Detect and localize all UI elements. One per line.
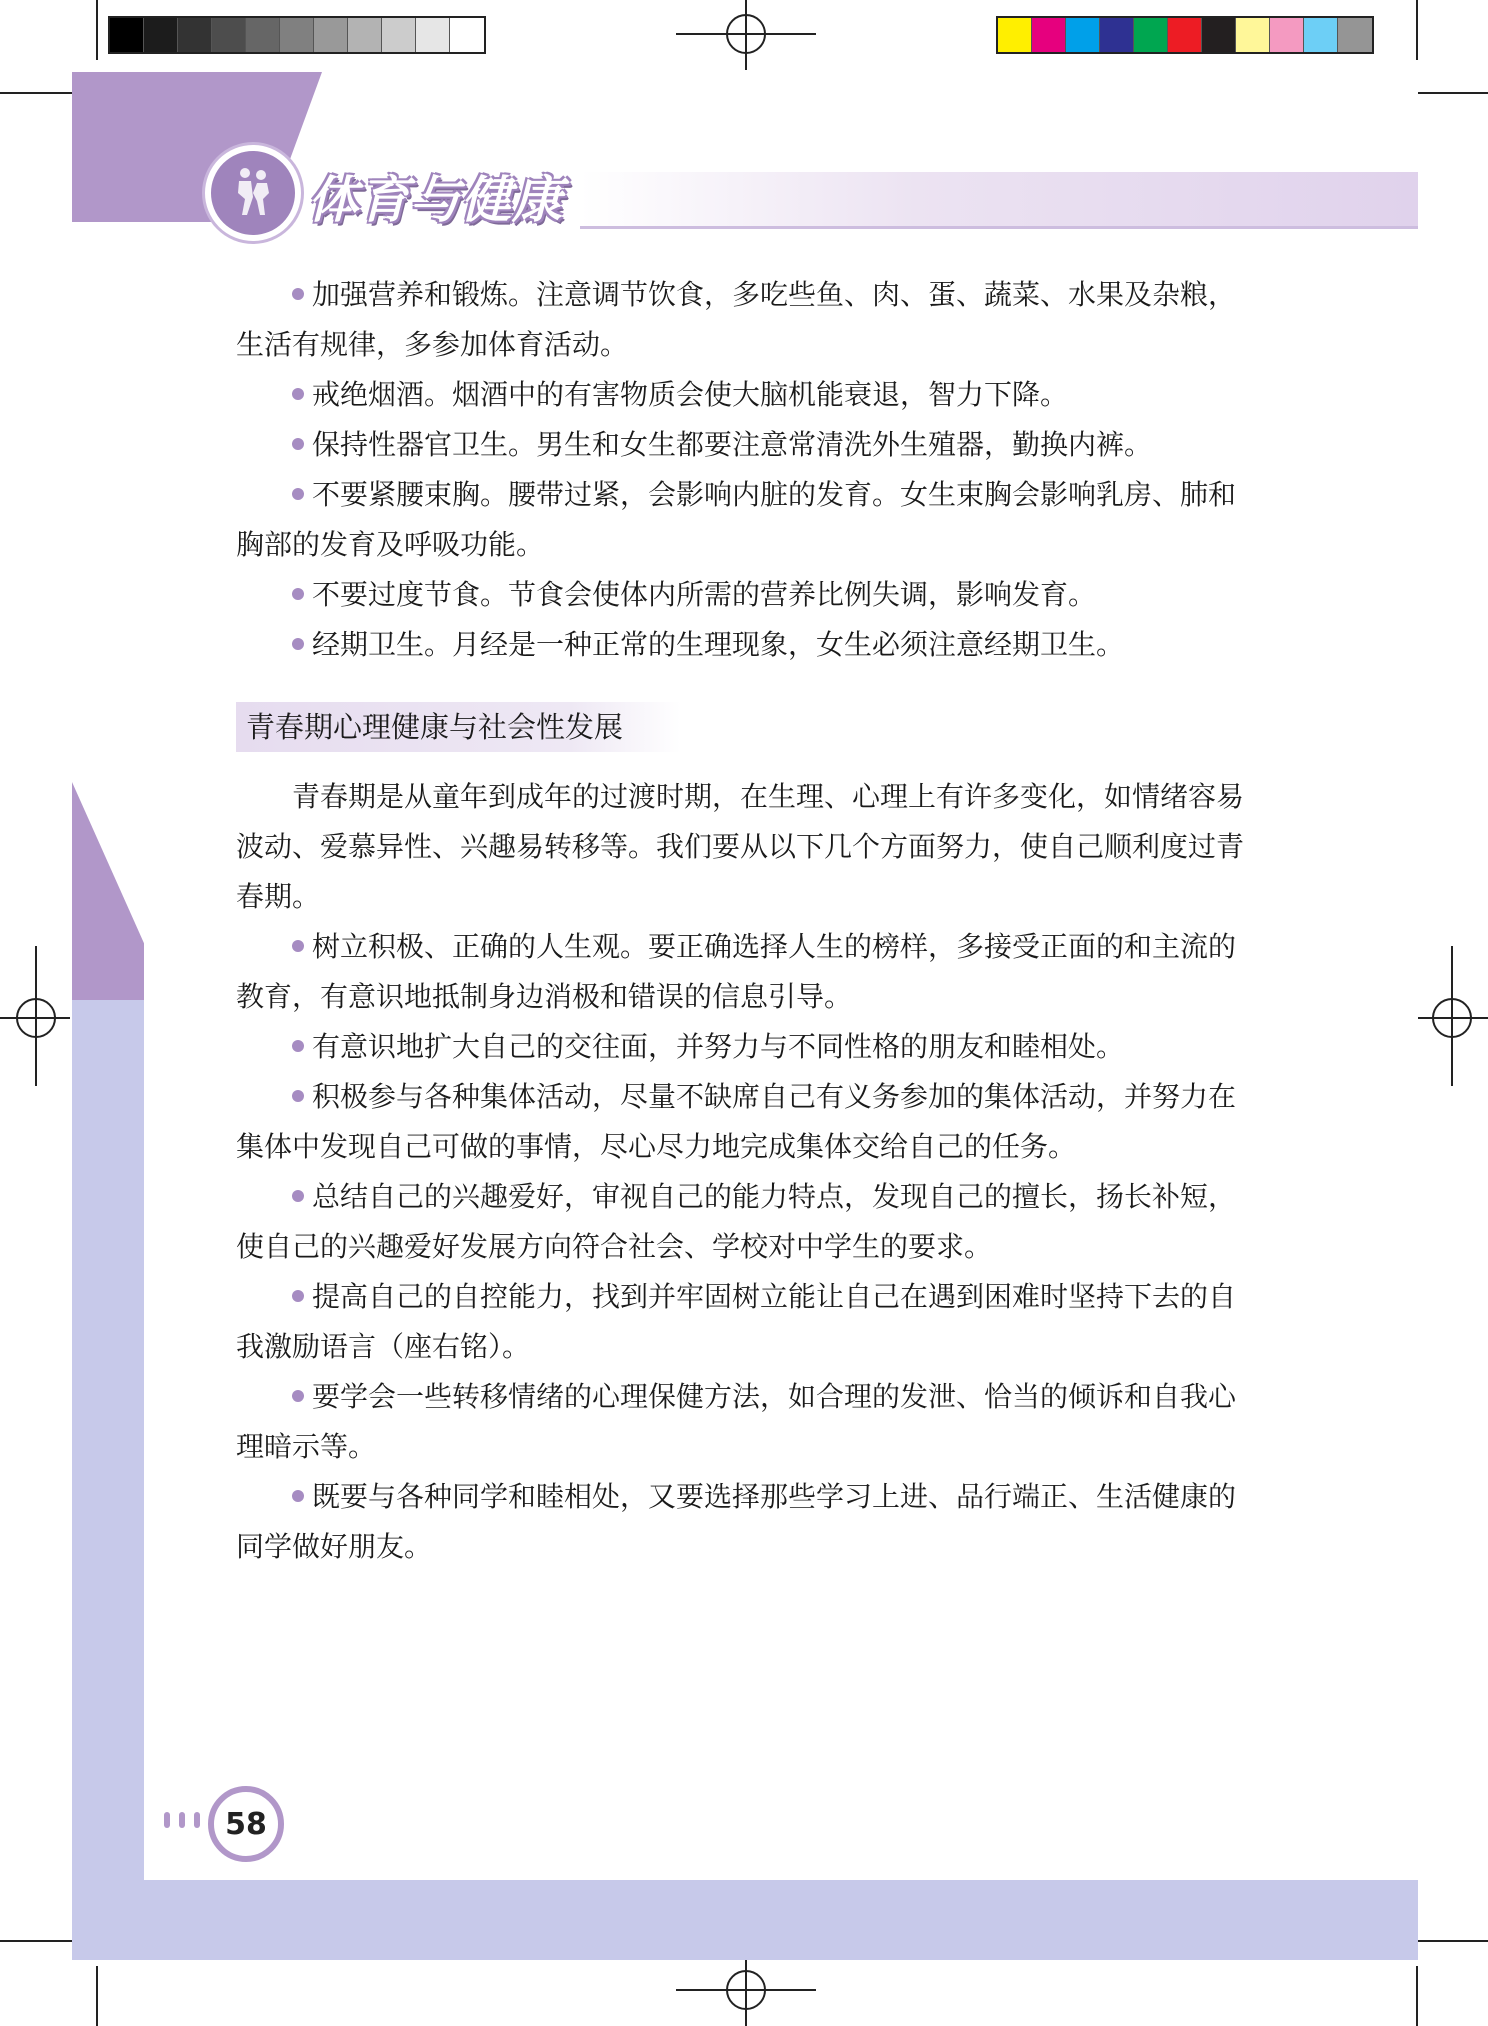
list-item: 不要过度节食。节食会使体内所需的营养比例失调，影响发育。	[236, 570, 1256, 620]
crop-mark	[1416, 1966, 1418, 2026]
list-item: 戒绝烟酒。烟酒中的有害物质会使大脑机能衰退，智力下降。	[236, 370, 1256, 420]
crop-mark	[0, 1940, 72, 1942]
color-swatch	[998, 18, 1032, 52]
color-swatch	[110, 18, 144, 52]
bullet-icon	[292, 638, 304, 650]
color-swatch	[144, 18, 178, 52]
color-swatch	[1236, 18, 1270, 52]
crop-mark	[96, 1966, 98, 2026]
color-swatch	[1168, 18, 1202, 52]
color-swatch	[1338, 18, 1372, 52]
section-body	[236, 772, 1256, 1572]
gray-color-bar	[108, 16, 486, 54]
color-swatch	[1270, 18, 1304, 52]
bullet-icon	[292, 588, 304, 600]
crop-mark	[1418, 1940, 1488, 1942]
intro-paragraph: 青春期是从童年到成年的过渡时期，在生理、心理上有许多变化，如情绪容易波动、爱慕异性、兴趣易转移等。我们要从以下几个方面努力，使自己顺利度过青春期。	[236, 780, 1245, 913]
list-item: 提高自己的自控能力，找到并牢固树立能让自己在遇到困难时坚持下去的自我激励语言（座右铭）。	[236, 1280, 1237, 1363]
color-swatch	[348, 18, 382, 52]
bullet-icon	[292, 1040, 304, 1052]
color-swatch	[212, 18, 246, 52]
brand-title: 体育与健康	[308, 171, 563, 229]
bullet-icon	[292, 1490, 304, 1502]
bullet-icon	[292, 388, 304, 400]
color-swatch	[450, 18, 484, 52]
color-swatch	[1066, 18, 1100, 52]
list-item: 保持性器官卫生。男生和女生都要注意常清洗外生殖器，勤换内裤。	[236, 420, 1256, 470]
bullet-icon	[292, 438, 304, 450]
color-swatch	[1032, 18, 1066, 52]
bullet-icon	[292, 1390, 304, 1402]
bullet-icon	[292, 288, 304, 300]
color-swatch	[1202, 18, 1236, 52]
page-number: 58	[208, 1786, 284, 1862]
list-item: 既要与各种同学和睦相处，又要选择那些学习上进、品行端正、生活健康的同学做好朋友。	[236, 1480, 1237, 1563]
color-swatch	[314, 18, 348, 52]
crop-mark	[0, 92, 72, 94]
top-bullet-list	[236, 270, 1256, 670]
registration-crosshair	[745, 0, 747, 70]
bullet-icon	[292, 1090, 304, 1102]
crop-mark	[1418, 92, 1488, 94]
header-rule	[580, 226, 1418, 229]
side-accent-lavender	[72, 1000, 144, 1960]
color-swatch	[1100, 18, 1134, 52]
color-swatch	[246, 18, 280, 52]
bullet-icon	[292, 1190, 304, 1202]
color-swatch	[382, 18, 416, 52]
list-item: 树立积极、正确的人生观。要正确选择人生的榜样，多接受正面的和主流的教育，有意识地抵制身边消极和错误的信息引导。	[236, 930, 1237, 1013]
registration-crosshair	[745, 1956, 747, 2026]
list-item: 经期卫生。月经是一种正常的生理现象，女生必须注意经期卫生。	[236, 620, 1256, 670]
list-item: 积极参与各种集体活动，尽量不缺席自己有义务参加的集体活动，并努力在集体中发现自己可做的事情，尽心尽力地完成集体交给自己的任务。	[236, 1080, 1237, 1163]
color-swatch	[280, 18, 314, 52]
cmyk-color-bar	[996, 16, 1374, 54]
bullet-icon	[292, 488, 304, 500]
bullet-icon	[292, 1290, 304, 1302]
color-swatch	[1134, 18, 1168, 52]
athletes-icon	[205, 145, 301, 241]
header-gradient-bar	[580, 172, 1418, 228]
list-item: 总结自己的兴趣爱好，审视自己的能力特点，发现自己的擅长，扬长补短，使自己的兴趣爱好发展方向符合社会、学校对中学生的要求。	[236, 1180, 1237, 1263]
bottom-accent-band	[72, 1880, 1418, 1960]
crop-mark	[96, 0, 98, 60]
bullet-icon	[292, 940, 304, 952]
color-swatch	[178, 18, 212, 52]
color-swatch	[1304, 18, 1338, 52]
color-swatch	[416, 18, 450, 52]
list-item: 不要紧腰束胸。腰带过紧，会影响内脏的发育。女生束胸会影响乳房、肺和胸部的发育及呼吸功能。	[236, 478, 1237, 561]
registration-crosshair	[1451, 946, 1453, 1086]
page-number-dots	[164, 1812, 200, 1828]
crop-mark	[1416, 0, 1418, 60]
list-item: 加强营养和锻炼。注意调节饮食，多吃些鱼、肉、蛋、蔬菜、水果及杂粮，生活有规律，多参加体育活动。	[236, 278, 1237, 361]
section-heading: 青春期心理健康与社会性发展	[236, 702, 681, 752]
list-item: 有意识地扩大自己的交往面，并努力与不同性格的朋友和睦相处。	[236, 1022, 1256, 1072]
registration-crosshair	[1418, 1017, 1488, 1019]
list-item: 要学会一些转移情绪的心理保健方法，如合理的发泄、恰当的倾诉和自我心理暗示等。	[236, 1380, 1237, 1463]
registration-crosshair	[35, 946, 37, 1086]
